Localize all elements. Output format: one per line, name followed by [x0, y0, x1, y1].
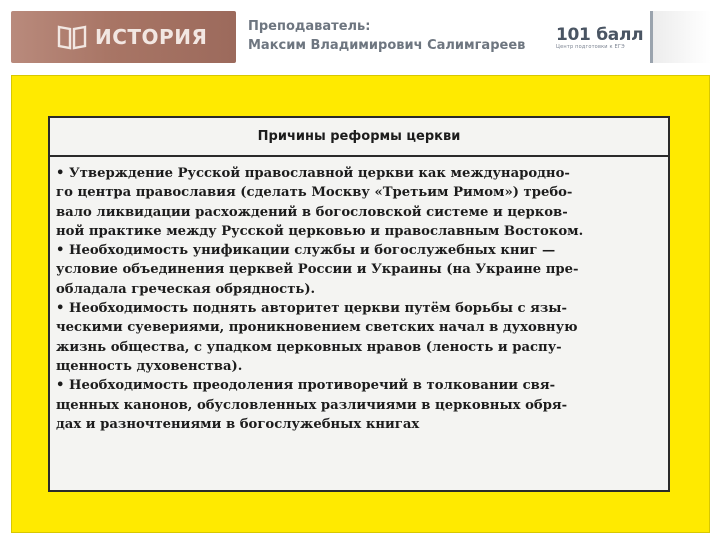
text-line: дах и разночтениями в богослужебных книгах	[56, 416, 420, 432]
subject-title: ИСТОРИЯ	[95, 25, 208, 49]
brand-logo	[556, 27, 643, 51]
header-bar	[0, 0, 720, 68]
text-line: жизнь общества, с упадком церковных нравов (леность и распу-	[56, 339, 562, 355]
text-line-content: Необходимость преодоления противоречий в толковании свя-	[69, 378, 556, 394]
text-line: ной практике между Русской церковью и православным Востоком.	[56, 223, 584, 239]
open-book-icon	[57, 23, 87, 51]
text-line: вало ликвидации расхождений в богословской системе и церков-	[56, 204, 568, 220]
bullet-icon: •	[56, 301, 65, 317]
bullet-icon: •	[56, 243, 65, 259]
list-item	[56, 299, 662, 376]
brand-name: 101 балл	[556, 25, 644, 45]
brand-subtitle: Центр подготовки к ЕГЭ	[556, 44, 625, 50]
text-line: ческими суевериями, проникновением светских начал в духовную	[56, 320, 578, 336]
bullet-icon: •	[56, 166, 65, 181]
list-item	[56, 241, 662, 299]
table-header	[50, 118, 668, 157]
scanned-table	[48, 116, 670, 492]
teacher-label: Преподаватель:	[248, 19, 371, 34]
text-line	[56, 376, 662, 395]
text-line-content: Необходимость унификации службы и богослужебных книг —	[69, 243, 556, 259]
header-edge-block	[650, 11, 711, 63]
table-title: Причины реформы церкви	[257, 129, 461, 144]
text-line: го центра православия (сделать Москву «Третьим Римом») требо-	[56, 185, 573, 201]
subject-logo	[11, 11, 236, 63]
text-line	[56, 164, 662, 183]
text-line: щенность духовенства).	[56, 358, 243, 374]
table-body	[50, 157, 668, 434]
text-line-content: Необходимость поднять авторитет церкви путём борьбы с язы-	[69, 301, 568, 317]
teacher-info	[248, 17, 525, 55]
bullet-icon: •	[56, 378, 65, 394]
text-line-content: Утверждение Русской православной церкви как международно-	[69, 166, 570, 181]
list-item	[56, 376, 662, 434]
list-item	[56, 164, 662, 241]
text-line	[56, 241, 662, 260]
text-line: условие объединения церквей России и Украины (на Украине пре-	[56, 262, 579, 278]
text-line	[56, 299, 662, 318]
teacher-name: Максим Владимирович Салимгареев	[248, 38, 526, 53]
text-line: щенных канонов, обусловленных различиями в церковных обря-	[56, 397, 568, 413]
text-line: обладала греческая обрядность).	[56, 281, 316, 297]
